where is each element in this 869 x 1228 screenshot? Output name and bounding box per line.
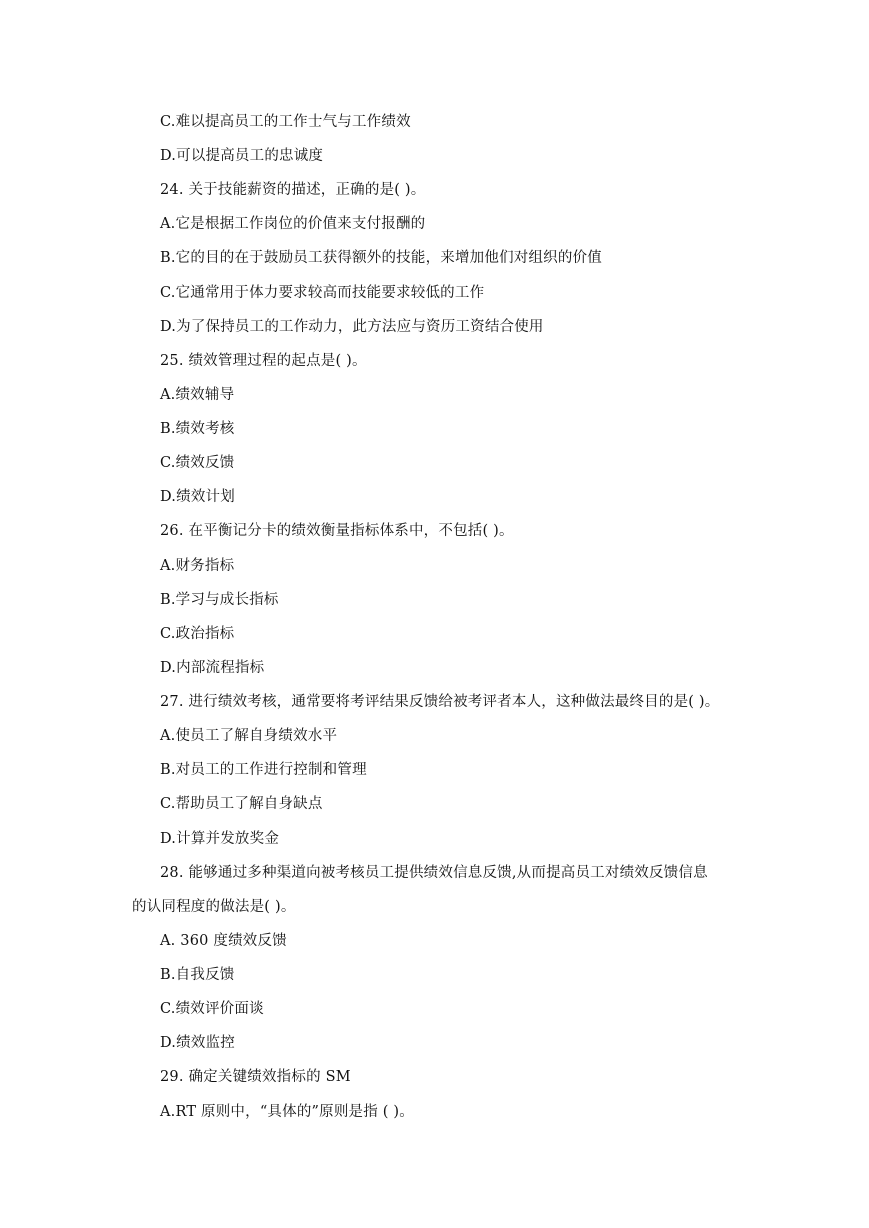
- option-d-q24: D.为了保持员工的工作动力，此方法应与资历工资结合使用: [160, 319, 544, 335]
- option-d-q25: D.绩效计划: [160, 489, 235, 505]
- question-28-continuation: 的认同程度的做法是( )。: [132, 899, 296, 915]
- option-b-q26: B.学习与成长指标: [160, 592, 279, 608]
- option-b-q27: B.对员工的工作进行控制和管理: [160, 762, 367, 778]
- option-c-q25: C.绩效反馈: [160, 455, 235, 471]
- question-28: 28. 能够通过多种渠道向被考核员工提供绩效信息反馈,从而提高员工对绩效反馈信息: [160, 865, 708, 881]
- option-a-q26: A.财务指标: [160, 558, 235, 574]
- option-c-q24: C.它通常用于体力要求较高而技能要求较低的工作: [160, 285, 485, 301]
- question-26: 26. 在平衡记分卡的绩效衡量指标体系中，不包括( )。: [160, 523, 514, 539]
- question-27: 27. 进行绩效考核，通常要将考评结果反馈给被考评者本人，这种做法最终目的是( )。: [160, 694, 720, 710]
- option-a-q28: A. 360 度绩效反馈: [160, 933, 287, 949]
- option-a-q27: A.使员工了解自身绩效水平: [160, 728, 338, 744]
- option-a-q24: A.它是根据工作岗位的价值来支付报酬的: [160, 216, 426, 232]
- option-b-q28: B.自我反馈: [160, 967, 235, 983]
- option-d-q27: D.计算并发放奖金: [160, 831, 280, 847]
- option-d-q23: D.可以提高员工的忠诚度: [160, 148, 324, 164]
- option-c-q27: C.帮助员工了解自身缺点: [160, 796, 323, 812]
- question-29: 29. 确定关键绩效指标的 SM: [160, 1069, 351, 1085]
- option-d-q26: D.内部流程指标: [160, 660, 265, 676]
- option-a-q25: A.绩效辅导: [160, 387, 235, 403]
- option-d-q28: D.绩效监控: [160, 1035, 235, 1051]
- question-24: 24. 关于技能薪资的描述，正确的是( )。: [160, 182, 426, 198]
- question-25: 25. 绩效管理过程的起点是( )。: [160, 353, 367, 369]
- option-c-q23: C.难以提高员工的工作士气与工作绩效: [160, 114, 411, 130]
- option-b-q24: B.它的目的在于鼓励员工获得额外的技能，来增加他们对组织的价值: [160, 250, 602, 266]
- question-29-continuation: A.RT 原则中，“具体的”原则是指 ( )。: [160, 1104, 414, 1120]
- option-c-q28: C.绩效评价面谈: [160, 1001, 264, 1017]
- option-b-q25: B.绩效考核: [160, 421, 235, 437]
- option-c-q26: C.政治指标: [160, 626, 235, 642]
